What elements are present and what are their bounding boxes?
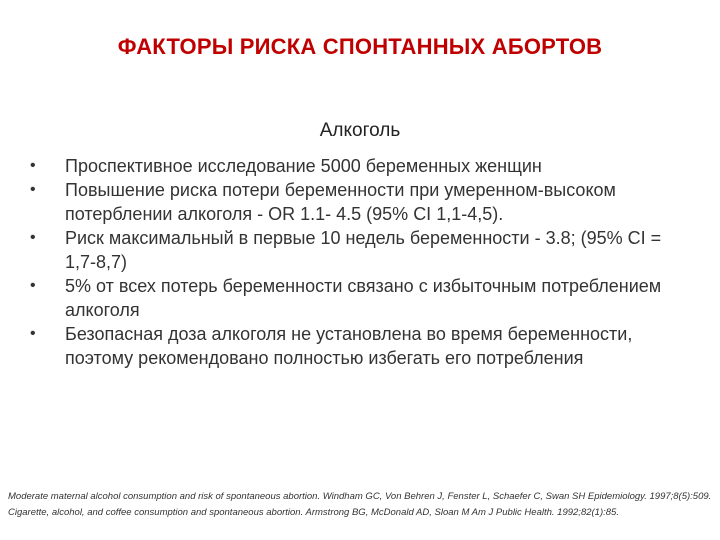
list-item: [30, 226, 695, 274]
list-item-text: Повышение риска потери беременности при умеренном-высоком потерблении алкоголя - OR 1.1- 4.5 (95% CI 1,1-4,5).: [65, 180, 616, 224]
bullet-icon: •: [30, 277, 36, 294]
list-item: [30, 178, 695, 226]
references-footnote: Moderate maternal alcohol consumption and risk of spontaneous abortion. Windham GC, Von Behren J, Fenster L, Schaefer C, Swan SH Epidemiology. 1997;8(5):509. Cigarette, alcohol, and coffee consumption and spontaneous abortion. Armstrong BG, McDonald AD, Sloan M Am J Public Health. 1992;82(1):85.: [8, 491, 712, 518]
list-item-text: Риск максимальный в первые 10 недель беременности - 3.8; (95% CI = 1,7-8,7): [65, 228, 662, 272]
bullet-list: [30, 154, 695, 370]
list-item-text: 5% от всех потерь беременности связано с избыточным потреблением алкоголя: [65, 276, 662, 320]
bullet-icon: •: [30, 157, 36, 174]
list-item: [30, 274, 695, 322]
slide-title: ФАКТОРЫ РИСКА СПОНТАННЫХ АБОРТОВ: [117, 34, 603, 59]
bullet-icon: •: [30, 181, 36, 198]
list-item-text: Безопасная доза алкоголя не установлена во время беременности, поэтому рекомендовано полностью избегать его потребления: [65, 324, 633, 368]
subtitle-text: Алкоголь: [319, 120, 401, 141]
slide-subtitle: [0, 120, 720, 142]
bullet-icon: •: [30, 229, 36, 246]
bullet-icon: •: [30, 325, 36, 342]
list-item: [30, 154, 695, 178]
list-item-text: Проспективное исследование 5000 беременных женщин: [65, 156, 542, 176]
list-item: [30, 322, 695, 370]
